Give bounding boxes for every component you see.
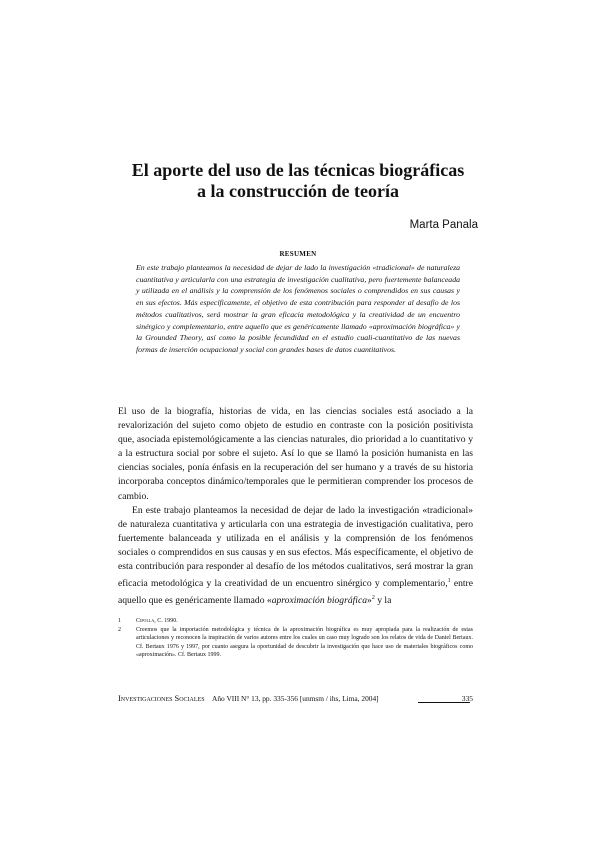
body-paragraph-2 xyxy=(118,504,473,609)
abstract-heading: RESUMEN xyxy=(279,250,317,258)
footnote-text xyxy=(136,617,473,625)
page-number: 335 xyxy=(461,694,473,703)
footnotes xyxy=(118,617,473,660)
title-line-2: a la construcción de teoría xyxy=(197,181,399,201)
body-paragraph-2-part-b: entre aquello que es genéricamente llamado « xyxy=(118,578,473,607)
body-text xyxy=(118,405,473,609)
footnote-text: Creemos que la importación metodológica y técnica de la aproximación biográfica es muy apropiada para la realización de estas articulaciones y reconocen la inspiración de varios autores entre los cuales un caso muy logrado son los relatos de vida de Daniel Bertaux. Cf. Bertaux 1976 y 1997, por cuanto asegura la oportunidad de descubrir la investigación que hace uso de materiales biográficos como «aproximación». Cf. Bertaux 1999. xyxy=(136,626,473,659)
footnote-ref-2: 2 xyxy=(371,595,375,602)
abstract-text: En este trabajo planteamos la necesidad de dejar de lado la investigación «tradicional» de naturaleza cuantitativa y articularla con una estrategia de investigación cualitativa, pero fuertemente balanceada y utilizada en el análisis y la comprensión de los fenómenos sociales o comprendidos en sus causas y en sus efectos. Más específicamente, el objetivo de esta contribución para responder al desafío de los métodos cualitativos, será mostrar la gran eficacia metodológica y la creatividad de un encuentro sinérgico y complementario, entre aquello que es genéricamente llamado «aproximación biográfica» y la Grounded Theory, así como la posible fecundidad en el estudio cuali-cuantitativo de las nuevas formas de inserción ocupacional y social con grandes bases de datos cuantitativos. xyxy=(136,263,460,354)
footnote-citation: , C. 1990. xyxy=(154,618,178,624)
journal-name: Investigaciones Sociales xyxy=(118,694,205,703)
title-line-1: El aporte del uso de las técnicas biográficas xyxy=(131,160,465,180)
footnote-ref-1: 1 xyxy=(447,578,451,585)
author-name: Marta Panala xyxy=(409,219,478,231)
footnote-author: Cipolla xyxy=(136,618,155,624)
footnote-1 xyxy=(118,617,473,625)
body-paragraph-2-part-d: y la xyxy=(374,595,392,607)
issue-info: Año VIII N° 13, pp. 335-356 [unmsm / ihs, Lima, 2004] xyxy=(212,694,379,703)
page-footer xyxy=(118,694,473,706)
emphasis-aproximacion-biografica: aproximación biográfica xyxy=(271,595,368,607)
body-paragraph-1: El uso de la biografía, historias de vida, en las ciencias sociales está asociado a la revalorización del sujeto como objeto de estudio en contraste con la posición positivista que, asociada epistemológicamente a las ciencias naturales, dio prioridad a lo cuantitativo y a la estructura social por sobre el sujeto. Así lo que se llamó la posición humanista en las ciencias sociales, ponía énfasis en la recuperación del ser humano y a través de su historia incorporaba conceptos dinámico/temporales que le permitieran comprender los procesos de cambio. xyxy=(118,406,473,502)
footnote-2 xyxy=(118,626,473,660)
body-paragraph-2-part-c: » xyxy=(367,595,372,607)
footnote-number: 1 xyxy=(118,618,121,624)
footnote-number: 2 xyxy=(118,626,121,633)
article-title xyxy=(110,160,486,202)
body-paragraph-2-part-a: En este trabajo planteamos la necesidad de dejar de lado la investigación «tradicional» de naturaleza cuantitativa y articularla con una estrategia de investigación cualitativa, pero fuertemente balanceada y utilizada en el análisis y la comprensión de los fenómenos sociales o comprendidos en sus causas y en sus efectos. Más específicamente, el objetivo de esta contribución para responder al desafío de los métodos cualitativos, será mostrar la gran eficacia metodológica y la creatividad de un encuentro sinérgico y complementario, xyxy=(118,504,473,590)
